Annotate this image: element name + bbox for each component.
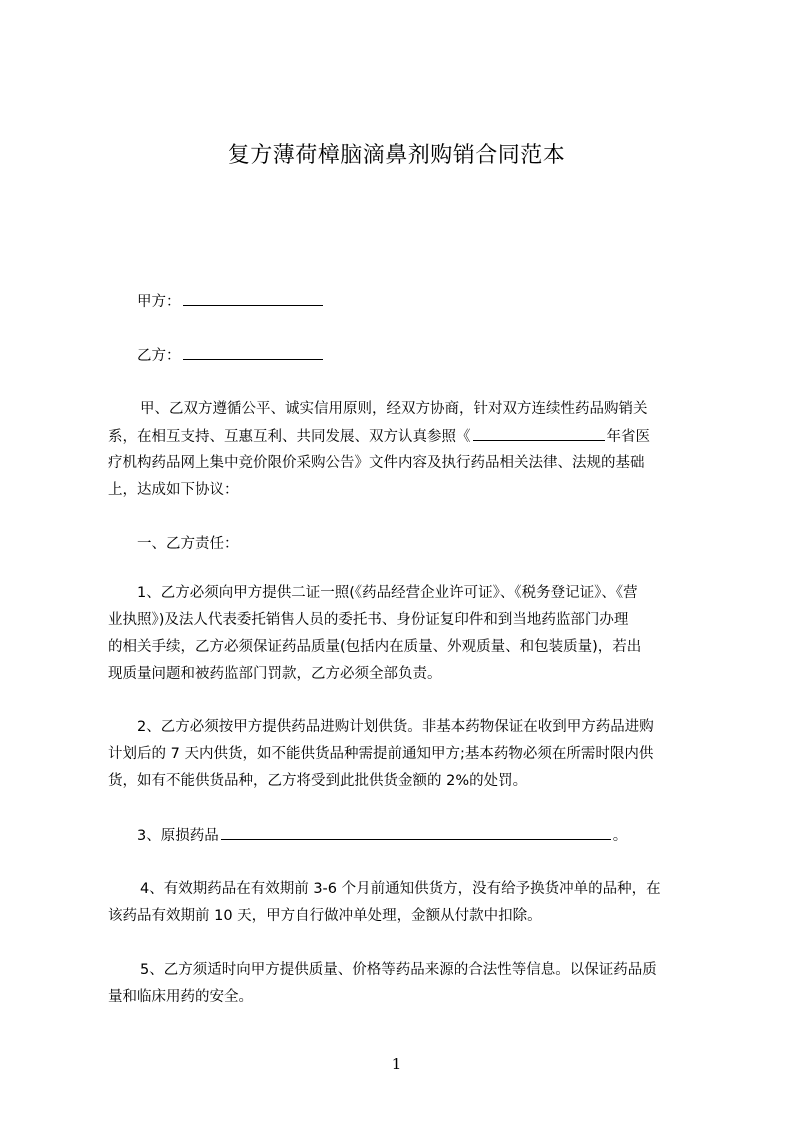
party-b-label: 乙方： xyxy=(137,348,181,364)
intro-line-2a: 系，在相互支持、互惠互利、共同发展、双方认真参照《 xyxy=(108,429,471,445)
clause3-label: 3、原损药品 xyxy=(137,828,219,844)
clause5-line-2: 量和临床用药的安全。 xyxy=(108,989,253,1005)
intro-line-2 xyxy=(108,425,650,448)
clause1-line-3: 的相关手续，乙方必须保证药品质量(包括内在质量、外观质量、和包装质量)，若出 xyxy=(108,639,642,655)
party-a-label: 甲方： xyxy=(137,294,181,310)
party-b-blank xyxy=(183,344,323,360)
intro-line-2b: 年省医 xyxy=(606,429,650,445)
party-a-blank xyxy=(183,290,323,306)
clause3-blank xyxy=(221,824,611,840)
clause4-line-2: 该药品有效期前 10 天，甲方自行做冲单处理，金额从付款中扣除。 xyxy=(108,908,542,924)
party-a-line xyxy=(137,290,325,313)
clause2-line-2: 计划后的 7 天内供货，如不能供货品种需提前通知甲方;基本药物必须在所需时限内供 xyxy=(108,746,654,762)
clause1-line-2: 业执照》)及法人代表委托销售人员的委托书、身份证复印件和到当地药监部门办理 xyxy=(108,612,629,628)
clause3-line xyxy=(137,824,627,847)
party-b-line xyxy=(137,344,325,367)
intro-line-1: 甲、乙双方遵循公平、诚实信用原则，经双方协商，针对双方连续性药品购销关 xyxy=(140,401,648,417)
page-number: 1 xyxy=(391,1055,402,1073)
section1-heading: 一、乙方责任： xyxy=(137,536,239,552)
clause5-line-1: 5、乙方须适时向甲方提供质量、价格等药品来源的合法性等信息。以保证药品质 xyxy=(140,962,657,978)
intro-line-4: 上，达成如下协议： xyxy=(108,482,239,498)
clause2-line-1: 2、乙方必须按甲方提供药品进购计划供货。非基本药物保证在收到甲方药品进购 xyxy=(137,719,654,735)
clause4-line-1: 4、有效期药品在有效期前 3-6 个月前通知供货方，没有给予换货冲单的品种，在 xyxy=(140,881,661,897)
intro-line-3: 疗机构药品网上集中竞价限价采购公告》文件内容及执行药品相关法律、法规的基础 xyxy=(108,455,645,471)
clause1-line-4: 现质量问题和被药监部门罚款，乙方必须全部负责。 xyxy=(108,666,442,682)
clause1-line-1: 1、乙方必须向甲方提供二证一照(《药品经营企业许可证》、《税务登记证》、《营 xyxy=(137,585,638,601)
year-blank xyxy=(473,425,605,441)
document-title: 复方薄荷樟脑滴鼻剂购销合同范本 xyxy=(227,143,566,168)
clause2-line-3: 货，如有不能供货品种，乙方将受到此批供货金额的 2%的处罚。 xyxy=(108,773,528,789)
clause3-end: 。 xyxy=(612,828,628,844)
